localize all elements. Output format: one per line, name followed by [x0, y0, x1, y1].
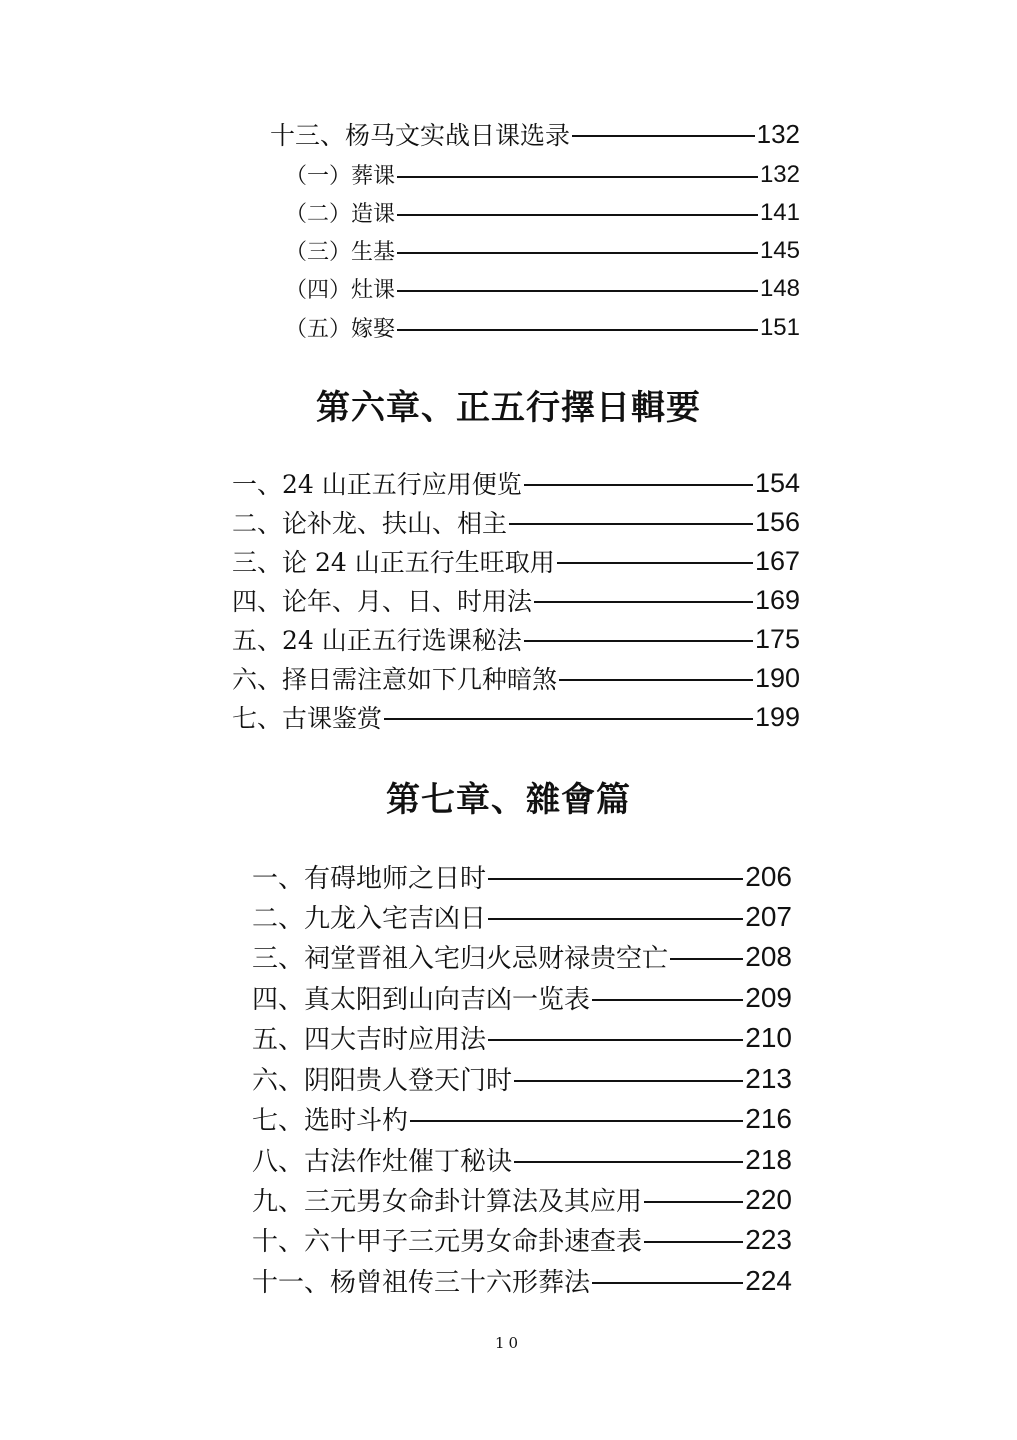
chapter-7-title: 第七章、雜會篇 — [386, 780, 631, 820]
toc-entry-label: （三）生基 — [285, 240, 396, 265]
toc-entry — [252, 858, 792, 895]
toc-entry-label: 十、六十甲子三元男女命卦速查表 — [252, 1227, 643, 1257]
dotted-leader — [559, 679, 753, 681]
chapter-6-title: 第六章、正五行擇日輯要 — [316, 388, 701, 428]
dotted-leader — [488, 918, 743, 920]
toc-entry-label: 二、九龙入宅吉凶日 — [252, 904, 487, 934]
dotted-leader — [534, 601, 753, 603]
toc-entry-page: 141 — [759, 198, 800, 226]
toc-subentry — [285, 197, 800, 228]
dotted-leader — [524, 484, 753, 486]
toc-entry — [270, 116, 800, 152]
toc-entry-label: 五、24 山正五行选课秘法 — [232, 626, 522, 655]
dotted-leader — [397, 176, 758, 178]
toc-entry-page: 156 — [754, 506, 800, 537]
toc-entry-label: 十三、杨马文实战日课选录 — [270, 121, 571, 150]
toc-entry-page: 132 — [756, 118, 800, 149]
toc-entry — [252, 938, 792, 975]
toc-entry — [252, 1141, 792, 1178]
toc-entry — [252, 979, 792, 1016]
toc-entry-page: 154 — [754, 467, 800, 498]
dotted-leader — [524, 640, 753, 642]
toc-entry-label: 一、有碍地师之日时 — [252, 864, 487, 894]
toc-entry-page: 145 — [759, 236, 800, 264]
dotted-leader — [514, 1080, 743, 1082]
dotted-leader — [670, 958, 743, 960]
toc-entry-label: （二）造课 — [285, 202, 396, 227]
dotted-leader — [384, 718, 753, 720]
toc-entry-page: 207 — [745, 900, 792, 932]
dotted-leader — [397, 290, 758, 292]
toc-entry — [252, 1262, 792, 1299]
toc-entry-page: 218 — [745, 1143, 792, 1175]
dotted-leader — [488, 1039, 743, 1041]
toc-entry-page: 206 — [745, 860, 792, 892]
toc-entry-page: 209 — [745, 981, 792, 1013]
toc-entry — [252, 898, 792, 935]
dotted-leader — [592, 999, 743, 1001]
toc-entry — [232, 504, 800, 540]
toc-entry-page: 167 — [754, 545, 800, 576]
toc-entry-label: 六、择日需注意如下几种暗煞 — [232, 665, 558, 694]
dotted-leader — [572, 135, 755, 137]
toc-entry — [252, 1100, 792, 1137]
dotted-leader — [488, 878, 743, 880]
toc-entry — [232, 465, 800, 501]
toc-entry-label: 七、古课鉴赏 — [232, 704, 383, 733]
toc-entry-page: 213 — [745, 1062, 792, 1094]
toc-entry-label: 六、阴阳贵人登天门时 — [252, 1066, 513, 1096]
toc-entry-page: 175 — [754, 623, 800, 654]
dotted-leader — [397, 252, 758, 254]
toc-entry-page: 210 — [745, 1021, 792, 1053]
toc-entry-label: 九、三元男女命卦计算法及其应用 — [252, 1187, 643, 1217]
toc-entry-page: 208 — [745, 940, 792, 972]
dotted-leader — [410, 1120, 743, 1122]
toc-entry-page: 169 — [754, 584, 800, 615]
toc-subentry — [285, 235, 800, 266]
dotted-leader — [592, 1282, 743, 1284]
toc-entry-page: 132 — [759, 160, 800, 188]
toc-entry-label: 三、论 24 山正五行生旺取用 — [232, 548, 555, 577]
dotted-leader — [509, 523, 753, 525]
toc-entry — [232, 699, 800, 735]
toc-entry-label: （一）葬课 — [285, 164, 396, 189]
toc-subentry — [285, 273, 800, 304]
toc-entry — [252, 1181, 792, 1218]
toc-subentry — [285, 159, 800, 190]
toc-entry-page: 223 — [745, 1223, 792, 1255]
toc-entry — [252, 1060, 792, 1097]
toc-entry-page: 199 — [754, 701, 800, 732]
toc-subentry — [285, 312, 800, 343]
toc-entry-label: 七、选时斗杓 — [252, 1106, 409, 1136]
toc-entry-page: 220 — [745, 1183, 792, 1215]
toc-entry-page: 148 — [759, 274, 800, 302]
toc-entry-label: 八、古法作灶催丁秘诀 — [252, 1147, 513, 1177]
toc-entry — [252, 1019, 792, 1056]
dotted-leader — [557, 562, 753, 564]
toc-entry — [232, 543, 800, 579]
toc-entry — [232, 621, 800, 657]
dotted-leader — [397, 329, 758, 331]
dotted-leader — [644, 1201, 743, 1203]
toc-entry-label: （五）嫁娶 — [285, 317, 396, 342]
toc-entry-label: 四、真太阳到山向吉凶一览表 — [252, 985, 591, 1015]
toc-entry-label: 二、论补龙、扶山、相主 — [232, 509, 508, 538]
dotted-leader — [514, 1161, 743, 1163]
toc-entry-page: 216 — [745, 1102, 792, 1134]
toc-entry-label: （四）灶课 — [285, 278, 396, 303]
toc-entry-label: 一、24 山正五行应用便览 — [232, 470, 522, 499]
toc-entry-page: 151 — [759, 313, 800, 341]
page-number: 10 — [494, 1334, 523, 1352]
toc-entry — [252, 1221, 792, 1258]
dotted-leader — [644, 1241, 743, 1243]
toc-entry — [232, 582, 800, 618]
dotted-leader — [397, 214, 758, 216]
toc-entry-label: 四、论年、月、日、时用法 — [232, 587, 533, 616]
toc-entry-page: 224 — [745, 1264, 792, 1296]
toc-entry — [232, 660, 800, 696]
toc-entry-page: 190 — [754, 662, 800, 693]
toc-entry-label: 三、祠堂晋祖入宅归火忌财禄贵空亡 — [252, 944, 669, 974]
toc-entry-label: 十一、杨曾祖传三十六形葬法 — [252, 1268, 591, 1298]
toc-entry-label: 五、四大吉时应用法 — [252, 1025, 487, 1055]
